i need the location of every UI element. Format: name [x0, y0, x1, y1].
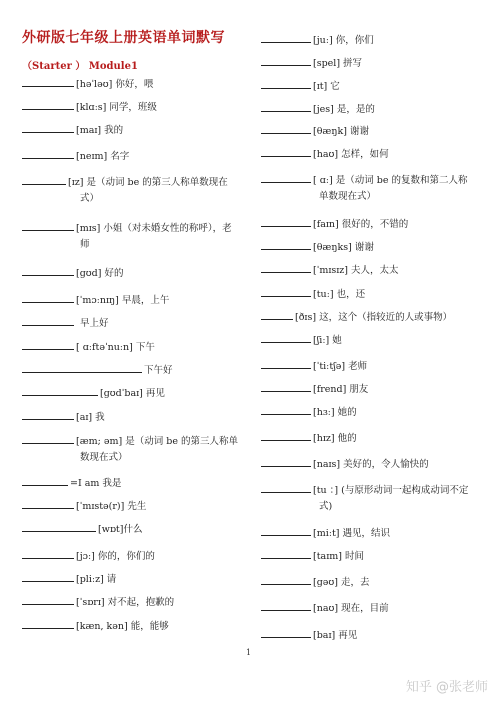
entry-text: [ˈmɪsɪz] 夫人，太太 [313, 265, 399, 276]
vocab-entry [22, 519, 250, 538]
answer-blank[interactable] [261, 572, 311, 585]
vocab-entry [261, 284, 491, 303]
vocab-entry [261, 121, 491, 140]
vocab-entry [261, 260, 491, 279]
answer-blank[interactable] [261, 237, 311, 250]
answer-blank[interactable] [22, 496, 74, 509]
entry-text: [hɪz] 他的 [313, 433, 357, 444]
entry-text: [ʃiː] 她 [313, 335, 342, 346]
entry-continuation: 单数现在式） [319, 191, 377, 202]
vocab-entry [22, 313, 250, 332]
vocab-entry [261, 356, 491, 375]
vocab-entry [22, 290, 250, 309]
entry-text: [gəʊ] 走，去 [313, 577, 370, 588]
entry-text: [faɪn] 很好的，不错的 [313, 219, 409, 230]
entry-text: [spel] 拼写 [313, 58, 363, 69]
vocab-entry [261, 572, 491, 591]
entry-text: [wɒt]什么 [98, 524, 143, 535]
vocab-entry [22, 546, 250, 565]
entry-text: 早上好 [80, 318, 109, 329]
entry-text: [θæŋk] 谢谢 [313, 126, 369, 137]
entry-text: [ˈtiːtʃə] 老师 [313, 361, 368, 372]
entry-text: [həˈləʊ] 你好，喂 [76, 79, 154, 90]
entry-text: 下午好 [144, 365, 173, 376]
entry-text: [ˈmɔːnɪŋ] 早晨，上午 [76, 295, 170, 306]
entry-continuation: 数现在式） [80, 452, 128, 463]
answer-blank[interactable] [261, 523, 311, 536]
answer-blank[interactable] [22, 120, 74, 133]
entry-text: [baɪ] 再见 [313, 630, 358, 641]
vocab-entry [261, 214, 491, 233]
answer-blank[interactable] [22, 97, 74, 110]
entry-text: [aɪ] 我 [76, 412, 105, 423]
answer-blank[interactable] [261, 454, 311, 467]
vocab-entry [22, 407, 250, 426]
vocab-entry [261, 307, 491, 326]
vocab-entry [261, 454, 491, 473]
answer-blank[interactable] [22, 546, 74, 559]
entry-text: [gʊdˈbaɪ] 再见 [100, 388, 165, 399]
entry-text: [gʊd] 好的 [76, 268, 124, 279]
vocab-entry [22, 496, 250, 515]
vocab-entry [22, 74, 250, 93]
answer-blank[interactable] [261, 30, 311, 43]
vocab-entry [261, 480, 491, 515]
vocab-entry [261, 170, 491, 205]
entry-text: [klɑːs] 同学，班级 [76, 102, 157, 113]
answer-blank[interactable] [261, 480, 311, 493]
answer-blank[interactable] [261, 170, 311, 183]
entry-text: [mɪs] 小姐（对未婚女性的称呼），老 [76, 223, 232, 234]
entry-text: [jɔː] 你的，你们的 [76, 551, 155, 562]
vocab-entry [22, 473, 250, 492]
answer-blank[interactable] [22, 569, 74, 582]
entry-text: [ˈsɒrɪ] 对不起，抱歉的 [76, 597, 175, 608]
vocab-entry [261, 237, 491, 256]
vocab-entry [261, 428, 491, 447]
answer-blank[interactable] [22, 407, 74, 420]
answer-blank[interactable] [261, 307, 293, 320]
page-number: 1 [246, 648, 252, 657]
answer-blank[interactable] [22, 74, 74, 87]
vocab-entry [261, 523, 491, 542]
answer-blank[interactable] [22, 146, 74, 159]
answer-blank[interactable] [22, 616, 74, 629]
entry-text: [frend] 朋友 [313, 384, 369, 395]
vocab-entry [22, 120, 250, 139]
entry-text: [ ɑːftəˈnuːn] 下午 [76, 342, 155, 353]
answer-blank[interactable] [22, 473, 68, 486]
entry-text: [ɪt] 它 [313, 81, 340, 92]
answer-blank[interactable] [261, 99, 311, 112]
entry-text: =I am 我是 [70, 478, 122, 489]
entry-text: [tuː] 也，还 [313, 289, 366, 300]
answer-blank[interactable] [22, 263, 74, 276]
answer-blank[interactable] [261, 121, 311, 134]
entry-text: [ɪz] 是（动词 be 的第三人称单数现在 [68, 177, 228, 188]
entry-text: [taɪm] 时间 [313, 551, 364, 562]
vocab-entry [22, 360, 250, 379]
entry-text: [neɪm] 名字 [76, 151, 130, 162]
vocab-entry [22, 569, 250, 588]
answer-blank[interactable] [22, 592, 74, 605]
answer-blank[interactable] [261, 598, 311, 611]
answer-blank[interactable] [261, 402, 311, 415]
entry-text: [haʊ] 怎样，如何 [313, 149, 389, 160]
vocab-entry [22, 592, 250, 611]
answer-blank[interactable] [261, 379, 311, 392]
entry-text: [kæn, kən] 能，能够 [76, 621, 169, 632]
page-title: 外研版七年级上册英语单词默写 [22, 30, 225, 46]
entry-text: [maɪ] 我的 [76, 125, 124, 136]
vocab-entry [22, 146, 250, 165]
answer-blank[interactable] [22, 431, 74, 444]
answer-blank[interactable] [261, 356, 311, 369]
vocab-entry [22, 97, 250, 116]
vocab-entry [261, 30, 491, 49]
answer-blank[interactable] [261, 76, 311, 89]
answer-blank[interactable] [261, 428, 311, 441]
vocab-entry [22, 263, 250, 282]
answer-blank[interactable] [22, 360, 142, 373]
entry-text: [naʊ] 现在，目前 [313, 603, 389, 614]
vocab-entry [261, 598, 491, 617]
entry-continuation: 式) [319, 501, 333, 512]
entry-text: [miːt] 遇见，结识 [313, 528, 390, 539]
vocab-entry [261, 402, 491, 421]
entry-text: [ˈmɪstə(r)] 先生 [76, 501, 147, 512]
vocab-entry [261, 546, 491, 565]
entry-text: [æm; əm] 是（动词 be 的第三人称单 [76, 436, 238, 447]
answer-blank[interactable] [22, 313, 74, 326]
entry-text: [naɪs] 美好的，令人愉快的 [313, 459, 429, 470]
vocab-entry [22, 337, 250, 356]
vocab-entry [22, 431, 250, 466]
vocab-entry [261, 330, 491, 349]
watermark-text: 知乎 @张老师 [405, 680, 488, 695]
answer-blank[interactable] [22, 218, 74, 231]
vocab-entry [22, 383, 250, 402]
vocab-entry [261, 625, 491, 644]
entry-continuation: 式） [80, 193, 100, 204]
vocab-entry [261, 53, 491, 72]
vocab-entry [261, 379, 491, 398]
answer-blank[interactable] [22, 290, 74, 303]
vocab-entry [261, 144, 491, 163]
entry-text: [θæŋks] 谢谢 [313, 242, 374, 253]
answer-blank[interactable] [261, 53, 311, 66]
entry-text: [hɜː] 她的 [313, 407, 357, 418]
entry-text: [ðɪs] 这，这个（指较近的人或事物） [295, 312, 453, 323]
entry-text: [jes] 是，是的 [313, 104, 375, 115]
entry-text: [pliːz] 请 [76, 574, 117, 585]
answer-blank[interactable] [261, 260, 311, 273]
entry-text: [ ɑː] 是（动词 be 的复数和第二人称 [313, 175, 468, 186]
answer-blank[interactable] [22, 519, 96, 532]
vocab-entry [22, 172, 250, 207]
answer-blank[interactable] [22, 172, 66, 185]
answer-blank[interactable] [261, 214, 311, 227]
vocab-entry [22, 616, 250, 635]
vocab-entry [261, 99, 491, 118]
entry-text: [tu ：] (与原形动词一起构成动词不定 [313, 485, 469, 496]
answer-blank[interactable] [261, 284, 311, 297]
answer-blank[interactable] [261, 330, 311, 343]
answer-blank[interactable] [261, 144, 311, 157]
answer-blank[interactable] [261, 625, 311, 638]
section-subtitle: （Starter ） Module1 [22, 61, 138, 72]
entry-continuation: 师 [80, 239, 90, 250]
vocab-entry [261, 76, 491, 95]
answer-blank[interactable] [261, 546, 311, 559]
entry-text: [juː] 你，你们 [313, 35, 374, 46]
answer-blank[interactable] [22, 383, 98, 396]
vocab-entry [22, 218, 250, 253]
answer-blank[interactable] [22, 337, 74, 350]
